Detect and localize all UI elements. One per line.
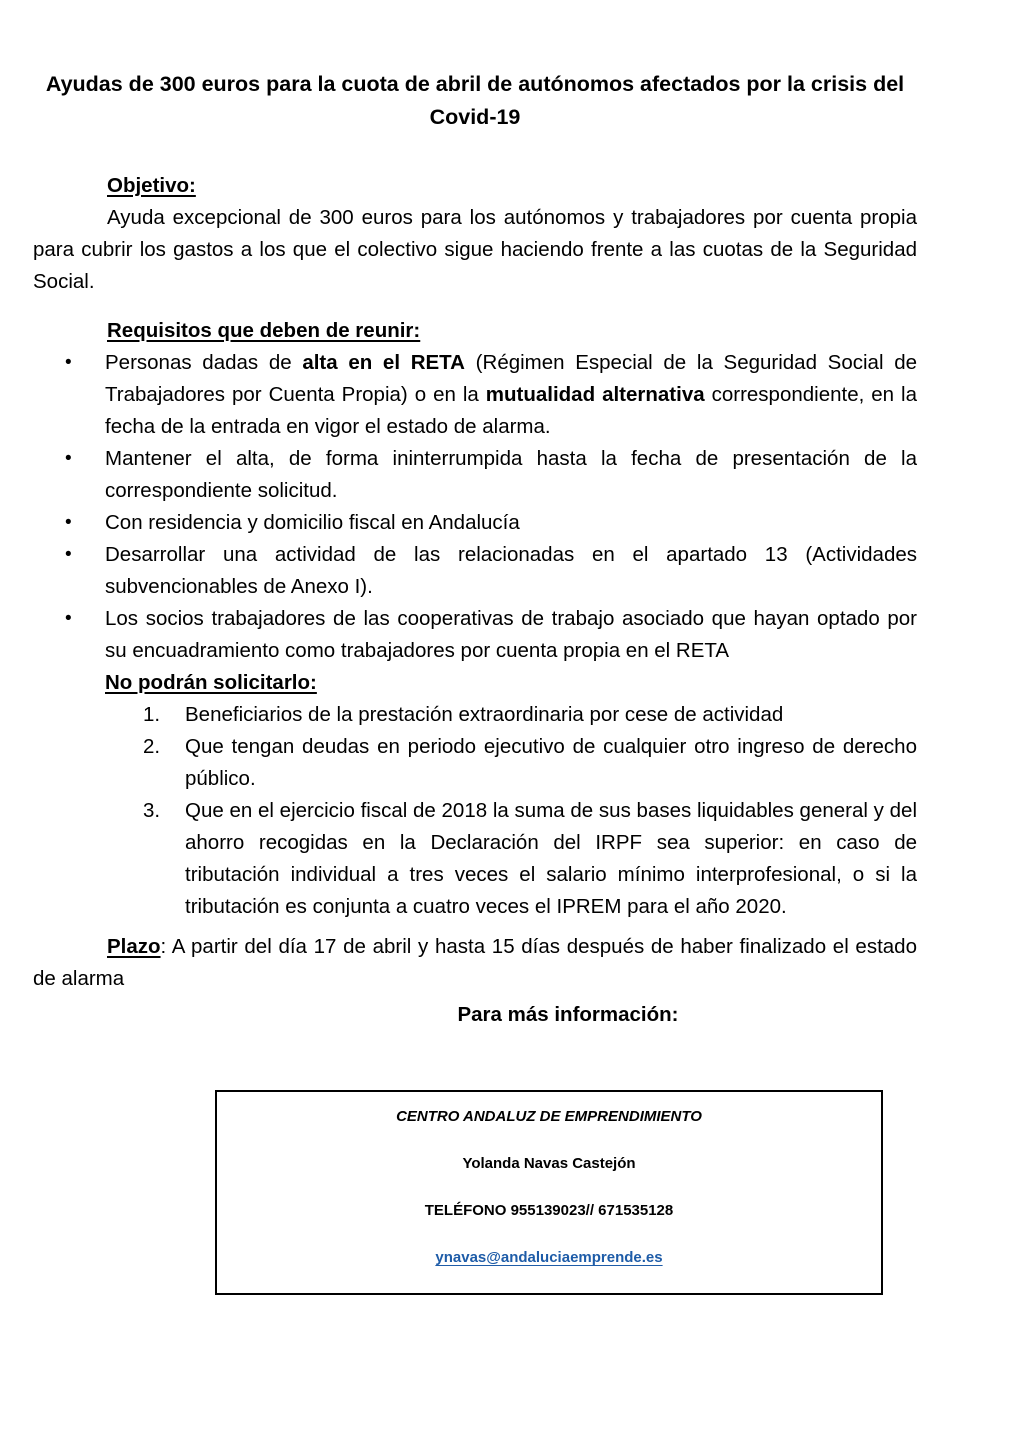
objetivo-heading: Objetivo: <box>107 174 196 197</box>
requisitos-heading: Requisitos que deben de reunir: <box>107 319 421 342</box>
requisito-item: • Mantener el alta, de forma ininterrumpida hasta la fecha de presentación de la correspondiente solicitud. <box>33 443 917 507</box>
bullet-icon: • <box>65 448 72 469</box>
document-title-line2: Covid-19 <box>429 105 521 129</box>
no-podran-heading: No podrán solicitarlo: <box>105 671 317 694</box>
objetivo-paragraph: Ayuda excepcional de 300 euros para los autónomos y trabajadores por cuenta propia para cubrir los gastos a los que el colectivo sigue haciendo frente a las cuotas de la Seguridad Social. <box>33 206 917 293</box>
bullet-icon: • <box>65 512 72 533</box>
list-number: 2. <box>143 735 161 758</box>
requisitos-list <box>33 347 917 667</box>
contact-email-link[interactable]: ynavas@andaluciaemprende.es <box>435 1249 663 1266</box>
exclusion-item: 1. Beneficiarios de la prestación extraordinaria por cese de actividad <box>33 699 917 731</box>
document-title <box>33 68 917 134</box>
contact-name: Yolanda Navas Castejón <box>462 1155 636 1172</box>
list-number: 3. <box>143 799 161 822</box>
contact-phone: TELÉFONO 955139023// 671535128 <box>424 1202 674 1219</box>
requisito-item: • Con residencia y domicilio fiscal en Andalucía <box>33 507 917 539</box>
requisito-item: • Desarrollar una actividad de las relacionadas en el apartado 13 (Actividades subvencionables de Anexo I). <box>33 539 917 603</box>
plazo-text: : A partir del día 17 de abril y hasta 15 días después de haber finalizado el estado de alarma <box>33 935 917 990</box>
no-podran-list <box>33 699 917 923</box>
exclusion-item: 3. Que en el ejercicio fiscal de 2018 la suma de sus bases liquidables general y del ahorro recogidas en la Declaración del IRPF sea superior: en caso de tributación individual a tres veces el salario mínimo interprofesional, o si la tributación es conjunta a cuatro veces el IPREM para el año 2020. <box>33 795 917 923</box>
bullet-icon: • <box>65 352 72 373</box>
exclusion-item: 2. Que tengan deudas en periodo ejecutivo de cualquier otro ingreso de derecho público. <box>33 731 917 795</box>
list-number: 1. <box>143 703 161 726</box>
requisito-item: • Los socios trabajadores de las cooperativas de trabajo asociado que hayan optado por su encuadramiento como trabajadores por cuenta propia en el RETA <box>33 603 917 667</box>
plazo-paragraph <box>33 931 917 995</box>
contact-box <box>215 1090 883 1295</box>
bullet-icon: • <box>65 544 72 565</box>
plazo-label: Plazo <box>107 935 161 958</box>
requisito-item: • Personas dadas de alta en el RETA (Régimen Especial de la Seguridad Social de Trabajadores por Cuenta Propia) o en la mutualidad alternativa correspondiente, en la fecha de la entrada en vigor el estado de alarma. <box>33 347 917 443</box>
contact-org: CENTRO ANDALUZ DE EMPRENDIMIENTO <box>396 1108 702 1125</box>
contact-email <box>229 1249 869 1266</box>
mas-info-heading: Para más información: <box>457 1003 679 1026</box>
bullet-icon: • <box>65 608 72 629</box>
document-title-line1: Ayudas de 300 euros para la cuota de abril de autónomos afectados por la crisis del <box>45 72 905 96</box>
